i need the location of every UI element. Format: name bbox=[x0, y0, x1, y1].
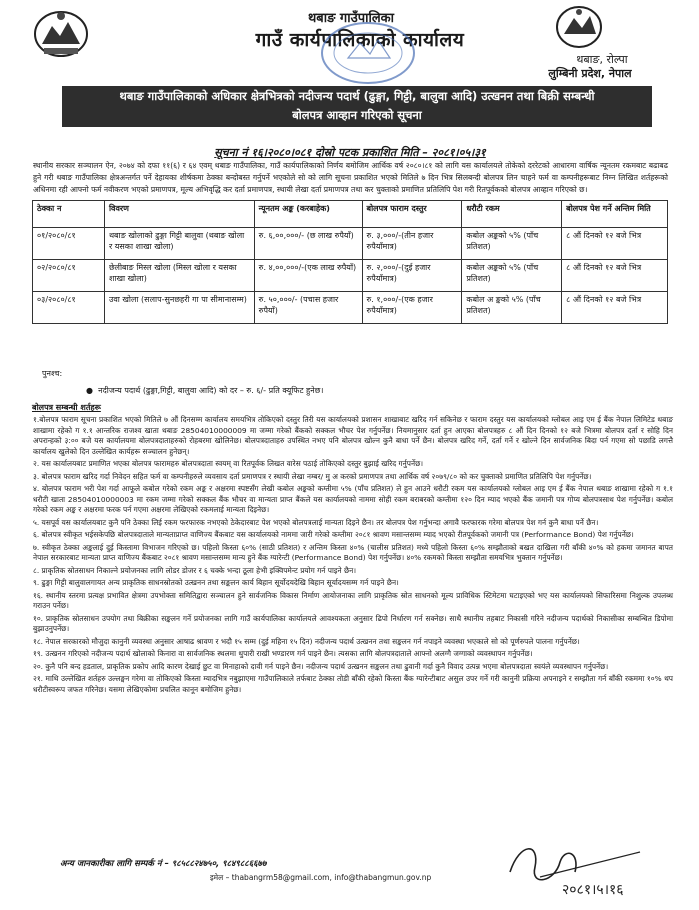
contact-numbers: अन्य जानकारीका लागि सम्पर्क नं – ९८५८८२४७५०, ९८४९८८६६७७ bbox=[60, 859, 267, 869]
table-cell: कबोल अ ङ्कको ५% (पाँच प्रतिशत) bbox=[462, 292, 562, 324]
signature-date: २०८१।५।१६ bbox=[562, 882, 624, 898]
list-item: ९. ढुङ्गा गिट्टी बालुवालगायत अन्य प्राकृतिक साधनस्रोतको उत्खनन तथा सङ्कलन कार्य बिहान सूर्योदयदेखि बिहान सूर्यादयसम्म गर्न पाइने छैन। bbox=[33, 578, 399, 587]
province-emblem-icon bbox=[548, 2, 610, 52]
municipality-name: थबाङ गाउँपालिका bbox=[308, 11, 394, 26]
col-header: बोलपत्र पेश गर्ने अन्तिम मिति bbox=[562, 201, 668, 228]
notice-number: सूचना नं १६।२०८०।०८१ दोस्रो पटक प्रकाशित मिति – २०८१।०५।३१ bbox=[214, 146, 486, 159]
list-item: ७. स्वीकृत ठेक्का अङ्कलाई दुई किस्तामा विभाजन गरिएको छ। पहिलो किस्ता ६०% (साठी प्रतिशत) र अन्तिम किस्ता ४०% (चालीस प्रतिशत) मध्ये पहिलो किस्ता ६०% सम्झौताको बखत दाखिला गरी बाँकी ४०% को हकमा जमानत बापत नेपाल सरकारबाट मान्यता प्राप्त वाणिज्य बैंकबाट २०८१ श्रावण मसान्तसम्म मान्य हुने बैंक ग्यारेन्टी (Performance Bond) पेश गर्नुपर्नेछ। ४०% रकमको किस्ता सम्झौता समयभित्र भुक्तान गर्नुपर्नेछ। bbox=[33, 542, 673, 562]
col-header: धरौटी रकम bbox=[462, 201, 562, 228]
list-item: १६. स्थानीय स्तरमा प्रत्यक्ष प्रभावित क्षेत्रमा उपभोक्ता समितिद्वारा सञ्चालन हुने सार्वजनिक विकास निर्माण आयोजनाका लागि प्राकृतिक स्रोत साधनको मूल्य प्राविधिक स्टिमेटमा घटाइएको भए यस कार्यालयको सिफारिसमा निशुल्क उपलब्ध गराउन पर्नेछ। bbox=[33, 590, 673, 610]
list-item: १९. उत्खनन गरिएको नदीजन्य पदार्थ खोलाको किनारा वा सार्वजनिक स्थलमा थुपारी राखी भण्डारण गर्न पाइने छैन। त्यसका लागि बोलपत्रदाताले आफ्नो अलग्गै जग्गाको व्यवस्थापन गर्नुपर्नेछ। bbox=[33, 649, 533, 658]
table-cell: ८ औं दिनको १२ बजे भित्र bbox=[562, 292, 668, 324]
list-item: २०. कुनै पनि बन्द हडताल, प्राकृतिक प्रकोप आदि कारण देखाई छुट वा मिनाहाको दावी गर्न पाइने छैन। नदीजन्य पदार्थ उत्खनन सङ्कलन तथा ढुवानी गर्दा कुनै विवाद उत्पन्न भएमा बोलपत्रदाता स्वयंले व्यवस्थापन गर्नुपर्नेछ। bbox=[33, 661, 609, 671]
table-cell: रु. ४,००,०००/-(एक लाख रुपैयाँ) bbox=[254, 260, 362, 292]
table-row bbox=[33, 260, 668, 292]
table-cell: उवा खोला (सलाप-सुनछहरी गा पा सीमानासम्म) bbox=[104, 292, 254, 324]
table-cell: छेलीबाङ मिस्ल खोला (मिस्ल खोला र यसका शाखा खोला) bbox=[104, 260, 254, 292]
col-header: बोलपत्र फाराम दस्तुर bbox=[362, 201, 462, 228]
col-header: विवरण bbox=[104, 201, 254, 228]
table-cell: रु. ३,०००/-(तीन हजार रुपैयाँमात्र) bbox=[362, 228, 462, 260]
list-item: १०. प्राकृतिक स्रोतसाधन उपयोग तथा बिक्रीका सङ्कलन गर्ने प्रयोजनका लागि गाउँ कार्यपालिका कार्यालयले आवश्यकता अनुसार ढिपो निर्धारण गर्न सक्नेछ। साथै स्थानीय तहबाट निकासी गरिने नदीजन्य पदार्थको निकासीका सम्बन्धित डिपोमा बुझाउनुपर्नेछ। bbox=[33, 613, 673, 633]
address-district: थबाङ, रोल्पा bbox=[576, 53, 628, 66]
office-seal-stamp bbox=[318, 18, 418, 88]
table-cell: ८ औं दिनको १२ बजे भित्र bbox=[562, 260, 668, 292]
col-header: न्यूनतम अङ्क (करबाहेक) bbox=[254, 201, 362, 228]
intro-paragraph: स्थानीय सरकार सञ्चालन ऐन, २०७४ को दफा ११(६) र ६४ एवम् थबाङ गाउँपालिका, गाउँ कार्यपालिकाको निर्णय बमोजिम आर्थिक वर्ष २०८०।८१ को लागि यस कार्यालयले तोकेको दररेटको आधारमा वार्षिक न्यूनतम रकमबाट बढाबढ हुने गरी थबाङ गाउँपालिका क्षेत्रअन्तर्गत पर्ने देहायका शीर्षकमा ठेक्का बन्दोबस्त गर्नुपर्ने भएकोले सो को लागि सूचना प्रकाशित भएको मितिले ७ दिन भित्र सिलबन्दी बोलपत्र लिन चाहने फर्म वा कम्पनीहरूबाट निम्न लिखित शर्तहरूको अधिनमा रही आफ्नो फर्म नवीकरण भएको प्रमाणपत्र, मूल्य अभिवृद्धि कर दर्ता प्रमाणपत्र, स्थायी लेखा दर्ता प्रमाणपत्र तथा कर चुक्ताको प्रमाणित प्रतिलिपि पेश गरी रितपूर्वकको बोलपत्र आव्हान गरिएको छ। bbox=[33, 161, 668, 194]
list-item: ६. बोलपत्र स्वीकृत भईसकेपछि बोलपत्रदाताले मान्यताप्राप्त वाणिज्य बैंकबाट यस कार्यालयको नाममा जारी गरेको कम्तीमा २०८१ श्रावण मसान्तसम्म म्याद भएको रीतपूर्वकको जमानी पत्र (Performance Bond) पेश गर्नुपर्नेछ। bbox=[33, 530, 634, 539]
title-banner bbox=[62, 86, 652, 127]
list-item: २१. माथि उल्लेखित शर्तहरु उल्लङ्घन गरेमा वा तोकिएको किस्ता म्यादभित्र नबुझाएमा गाउँपालिकाले तर्फबाट ठेक्का तोडी बाँकी रहेको किस्ता बैंक ग्यारेन्टीबाट असुल उपर गर्ने गरी कानुनी प्रक्रिया अपनाइने र सम्झौता गर्न बाँकी रकममा १०% थप धरौटीस्वरूप जफत गरिनेछ। यसमा लेखिएकोमा प्रचलित कानून बमोजिम हुनेछ। bbox=[33, 674, 673, 694]
list-item: ८. प्राकृतिक स्रोतसाधन निकाल्ने प्रयोजनका लागि लोडर डोजर र ६ चक्के भन्दा ठूला हेभी इक्विपमेन्ट प्रयोग गर्न पाइने छैन। bbox=[33, 565, 357, 575]
table-cell: रु. १,०००/-(एक हजार रुपैयाँमात्र) bbox=[362, 292, 462, 324]
table-cell: रु. ६,००,०००/- (छ लाख रुपैयाँ) bbox=[254, 228, 362, 260]
contracts-table bbox=[32, 200, 668, 324]
office-title: गाउँ कार्यपालिकाको कार्यालय bbox=[255, 29, 465, 51]
rate-note-text: नदीजन्य पदार्थ (ढुङ्गा,गिट्टी, बालुवा आदि) को दर – रु. ६/- प्रति क्यूफिट हुनेछ। bbox=[98, 386, 324, 395]
table-row bbox=[33, 292, 668, 324]
address-province: लुम्बिनी प्रदेश, नेपाल bbox=[548, 67, 632, 80]
table-cell: कबोल अङ्कको ५% (पाँच प्रतिशत) bbox=[462, 260, 562, 292]
rate-note bbox=[86, 385, 323, 396]
conditions-list bbox=[33, 415, 673, 697]
table-cell: ०१/२०८०/८१ bbox=[33, 228, 105, 260]
list-item: ४. बोलपत्र फाराम भरी पेश गर्दा आफूले कबोल गरेको रकम अङ्क र अक्षरमा स्पष्टसँग लेखी कबोल अङ्कको कम्तीमा ५% (पाँच प्रतिशत) ले हुन आउने धरौटी रकम यस कार्यालयको ग्लोबल आइ एम ई बैंक नेपाल थबाङ शाखामा रहेको ग १.१ धरौटी खाता 28504010000003 मा रकम जम्मा गरेको सक्कल बैंक भौचर वा मान्यता प्राप्त बैंकले यस कार्यालयको नाममा सोही रकम बराबरको कम्तीमा १२० दिन म्याद भएको बैंक जमानी पत्र गोप्य बोलपत्रसाथ पेश गर्नुपर्नेछ। कबोल गरेको रकम अङ्क र अक्षरमा फरक पर्न गएमा अक्षरमा लेखिएको रकमलाई मान्यता दिइनेछ। bbox=[33, 484, 673, 514]
table-cell: रु. ५०,०००/- (पचास हजार रुपैयाँ) bbox=[254, 292, 362, 324]
table-cell: कबोल अङ्कको ५% (पाँच प्रतिशत) bbox=[462, 228, 562, 260]
list-item: ३. बोलपत्र फाराम खरिद गर्दा निवेदन सहित फर्म वा कम्पनीहरुले व्यवसाय दर्ता प्रमाणपत्र र स्थायी लेखा नम्बर/ मु अ करको प्रमाणपत्र तथा आर्थिक वर्ष २०७९/८० को कर चुक्ताको प्रमाणित प्रतिलिपि पेश गर्नुपर्नेछ। bbox=[33, 471, 592, 481]
handwritten-signature bbox=[500, 832, 650, 902]
list-item: १८. नेपाल सरकारको मौजुदा कानुनी व्यवस्था अनुसार आषाढ श्रावण र भदौ १५ सम्म (दुई महिना १५ दिन) नदीजन्य पदार्थ उत्खनन तथा सङ्कलन गर्न नपाइने व्यवस्था भएकाले सो को पूर्णरुपले पालना गर्नुपर्नेछ। bbox=[33, 636, 580, 646]
contact-email: इमेल – thabangrm58@gmail.com, info@thabangmun.gov.np bbox=[210, 873, 432, 882]
table-header-row bbox=[33, 201, 668, 228]
nepal-emblem-icon bbox=[30, 4, 92, 60]
table-cell: रु. २,०००/-(दुई हजार रुपैयाँमात्र) bbox=[362, 260, 462, 292]
list-item: २. यस कार्यालयबाट प्रमाणित भएका बोलपत्र फारामहरु बोलपत्रदाता स्वयम् वा रितपूर्वक लिखत वारेस पठाई तोकिएको दस्तुर बुझाई खरिद गर्नुपर्नेछ। bbox=[33, 459, 424, 468]
banner-line-2: बोलपत्र आव्हान गरिएको सूचना bbox=[292, 108, 422, 122]
bullet-icon: ● bbox=[86, 386, 99, 395]
conditions-title: बोलपत्र सम्बन्धी शर्तहरू bbox=[32, 403, 101, 412]
table-cell: थबाङ खोलाको ढुङ्गा गिट्टी बालुवा (थबाङ खोला र यसका शाखा खोला) bbox=[104, 228, 254, 260]
postscript-label: पुनश्च: bbox=[42, 369, 63, 378]
banner-line-1: थबाङ गाउँपालिकाको अधिकार क्षेत्रभित्रको नदीजन्य पदार्थ (ढुङ्गा, गिट्टी, बालुवा आदि) उत्खनन तथा बिक्री सम्बन्धी bbox=[119, 89, 595, 103]
table-cell: ८ औं दिनको १२ बजे भित्र bbox=[562, 228, 668, 260]
list-item: ५. यसपूर्व यस कार्यालयबाट कुनै पनि ठेक्का लिई रकम फरफारक नभएको ठेकेदारबाट पेश भएको बोलपत्रलाई मान्यता दिइने छैन। तर बोलपत्र पेश गर्नुभन्दा अगावै फरफारक गरेमा बोलपत्र पेश गर्न कुनै बाधा पर्ने छैन। bbox=[33, 517, 599, 527]
list-item: १.बोलपत्र फाराम सूचना प्रकाशित भएको मितिले ७ औं दिनसम्म कार्यालय समयभित्र तोकिएको दस्तुर तिरी यस कार्यालयको प्रशासन शाखाबाट खरिद गर्न सकिनेछ र फाराम दस्तुर यस कार्यालयको म्लोबल आइ एम ई बैंक नेपाल लिमिटेड थबाङ शाखामा रहेको ग १.१ आन्तरिक राजश्व खाता थबाङ 28504010000009 मा जम्मा गरेको बैंकको सक्कल भौचर पेश गर्नुपर्नेछ। नियमानुसार दर्ता हुन आएका बोलपत्रहरु ८ औं दिन दिनको १२ बजे भित्रमा बोलपत्र दर्ता र सोहि दिन अपरान्हको ३:०० बजे यस कार्यालयमा बोलपत्रदाताहरुको रोहबरमा खोलिनेछ। बोलपत्रदाताहरु उपस्थित नभए पनि बोलपत्र खोल्न कुनै बाधा पर्ने छैन। बोलपत्र खरिद गर्ने, दर्ता गर्ने र खोल्ने दिन सार्वजनिक बिदा पर्न गएमा सो पछाडि लगत्तै कार्यालय खुलेको दिन उल्लेखित कार्यहरू सञ्चालन हुनेछन्। bbox=[33, 415, 673, 456]
table-cell: ०३/२०८०/८१ bbox=[33, 292, 105, 324]
table-row bbox=[33, 228, 668, 260]
table-cell: ०२/२०८०/८१ bbox=[33, 260, 105, 292]
col-header: ठेक्का न bbox=[33, 201, 105, 228]
